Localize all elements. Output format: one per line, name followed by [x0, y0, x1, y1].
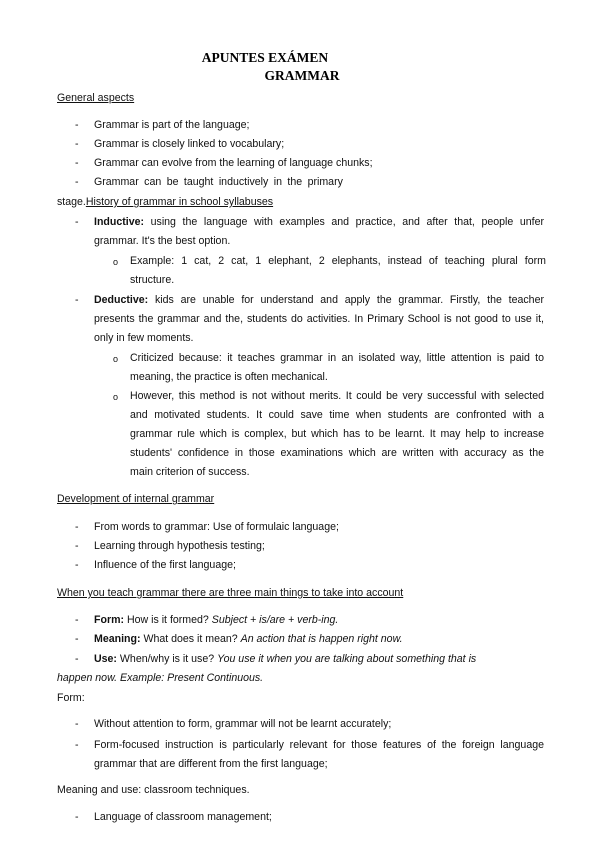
however-line-5: main criterion of success.	[130, 466, 250, 478]
inductive-line-2: grammar. It's the best option.	[94, 235, 231, 247]
use-item-continuation: happen now. Example: Present Continuous.	[57, 672, 264, 684]
inductive-label: Inductive:	[94, 216, 145, 228]
dash-bullet: -	[75, 811, 79, 823]
section-heading-general: General aspects	[57, 92, 135, 104]
section-heading-history: History of grammar in school syllabuses	[85, 196, 274, 208]
dash-bullet: -	[75, 216, 79, 228]
document-subtitle: GRAMMAR	[264, 68, 340, 83]
dash-bullet: -	[75, 119, 79, 131]
list-item: Grammar is closely linked to vocabulary;	[94, 138, 285, 150]
list-item: Learning through hypothesis testing;	[94, 540, 265, 552]
history-line	[57, 196, 273, 209]
dash-bullet: -	[75, 294, 79, 306]
meaning-use-heading: Meaning and use: classroom techniques.	[57, 784, 250, 796]
dash-bullet: -	[75, 157, 79, 169]
form-label: Form:	[94, 614, 125, 626]
however-line-1: However, this method is not without merits. It could be very successful with selected	[130, 390, 544, 402]
list-item: Grammar can evolve from the learning of language chunks;	[94, 157, 373, 169]
section-heading-internal: Development of internal grammar	[57, 493, 215, 505]
dash-bullet: -	[75, 521, 79, 533]
stage-text: stage.	[57, 196, 86, 208]
form-item: Form: How is it formed? Subject + is/are + verb-ing.	[94, 614, 339, 626]
deductive-label: Deductive:	[94, 294, 149, 306]
example-line-2: structure.	[130, 274, 175, 286]
section-heading-three-things: When you teach grammar there are three main things to take into account	[57, 587, 404, 599]
deductive-line-1: Deductive: kids are unable for understand and apply the grammar. Firstly, the teacher	[94, 294, 544, 306]
inductive-line-1: Inductive: using the language with examples and practice, and after that, people unfer	[94, 216, 544, 228]
dash-bullet: -	[75, 633, 79, 645]
document-title: APUNTES EXÁMEN	[201, 50, 329, 65]
example-line-1: Example: 1 cat, 2 cat, 1 elephant, 2 elephants, instead of teaching plural form	[130, 255, 546, 267]
dash-bullet: -	[75, 718, 79, 730]
list-item: Influence of the first language;	[94, 559, 236, 571]
dash-bullet: -	[75, 653, 79, 665]
dash-bullet: -	[75, 614, 79, 626]
list-item: Grammar can be taught inductively in the primary	[94, 176, 343, 188]
deductive-line-3: only in few moments.	[94, 332, 194, 344]
meaning-item: Meaning: What does it mean? An action that is happen right now.	[94, 633, 403, 645]
dash-bullet: -	[75, 138, 79, 150]
meaning-label: Meaning:	[94, 633, 141, 645]
criticized-line-2: meaning, the practice is often mechanical.	[130, 371, 328, 383]
form-heading: Form:	[57, 692, 85, 704]
circle-bullet: o	[113, 392, 119, 402]
circle-bullet: o	[113, 354, 119, 364]
criticized-line-1: Criticized because: it teaches grammar in an isolated way, little attention is paid to	[130, 352, 544, 364]
dash-bullet: -	[75, 176, 79, 188]
form-focused-line-2: grammar that are different from the first language;	[94, 758, 328, 770]
deductive-line-2: presents the grammar and the, students do activities. In Primary School is not good to use it,	[94, 313, 544, 325]
list-item: Grammar is part of the language;	[94, 119, 250, 131]
dash-bullet: -	[75, 540, 79, 552]
dash-bullet: -	[75, 559, 79, 571]
use-label: Use:	[94, 653, 117, 665]
dash-bullet: -	[75, 739, 79, 751]
use-item: Use: When/why is it use? You use it when you are talking about something that is	[94, 653, 477, 665]
list-item: Language of classroom management;	[94, 811, 272, 823]
circle-bullet: o	[113, 257, 119, 267]
form-focused-line-1: Form-focused instruction is particularly relevant for those features of the foreign language	[94, 739, 544, 751]
however-line-3: grammar rule which is complex, but which has to be learnt. It may help to increase	[130, 428, 544, 440]
list-item: Without attention to form, grammar will not be learnt accurately;	[94, 718, 392, 730]
however-line-2: and motivated students. It could save time when students are confronted with a	[130, 409, 544, 421]
list-item: From words to grammar: Use of formulaic language;	[94, 521, 339, 533]
however-line-4: students' confidence in those examinations which are written with accuracy as the	[130, 447, 544, 459]
